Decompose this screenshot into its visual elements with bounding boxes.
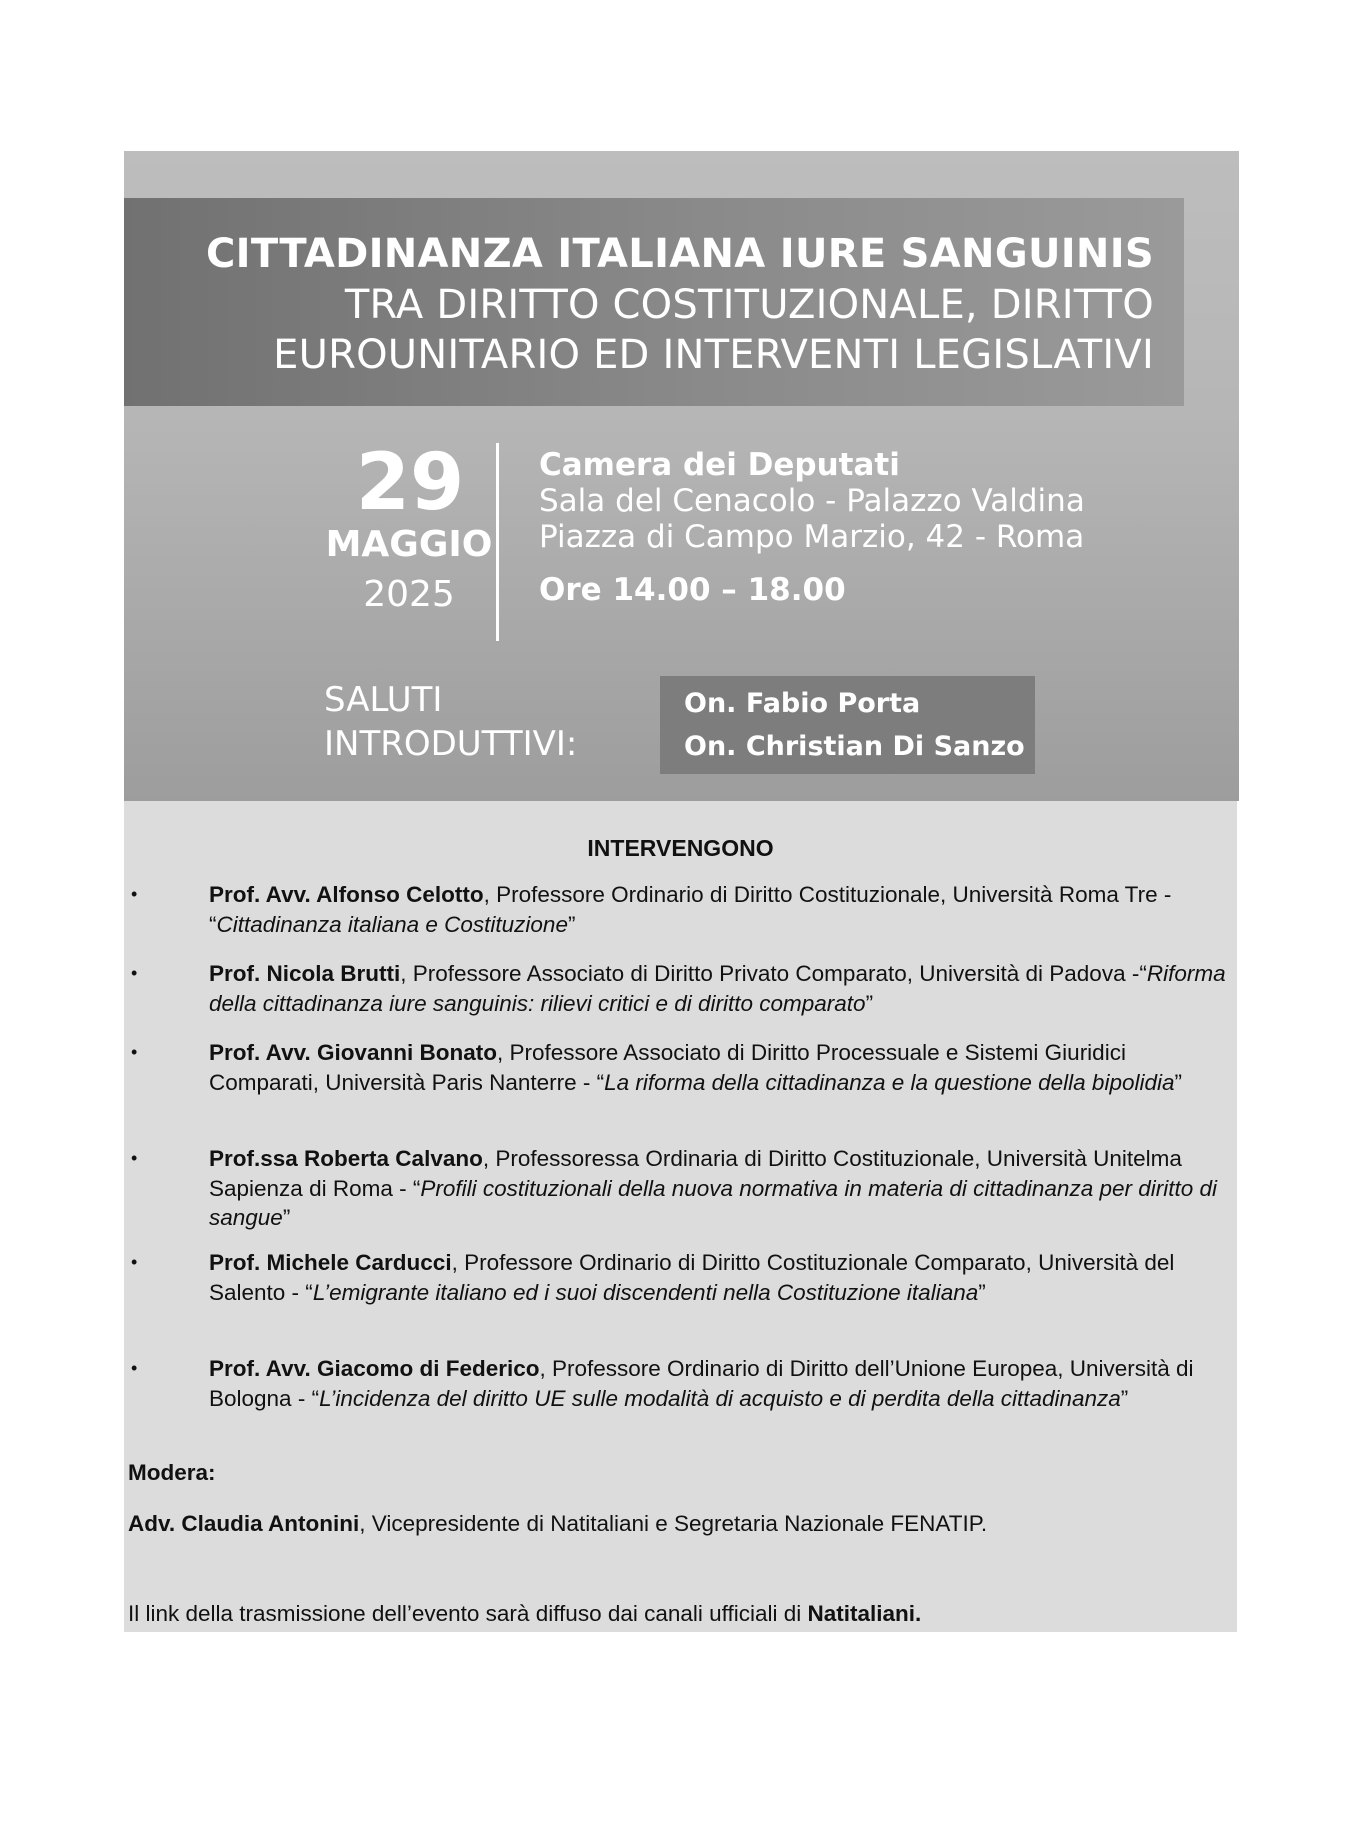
talk-title: Profili costituzionali della nuova normativa in materia di cittadinanza per diritto di sangue	[209, 1175, 1218, 1230]
list-item	[131, 959, 1229, 1018]
saluti-label	[324, 678, 577, 766]
event-date-day: 29	[355, 438, 465, 528]
talk-title: L’incidenza del diritto UE sulle modalità di acquisto e di perdita della cittadinanza	[319, 1385, 1121, 1411]
bullet-icon: •	[131, 884, 138, 904]
list-item	[131, 1038, 1229, 1097]
speaker-role: , Professore Associato di Diritto Privato Comparato, Università di Padova -“	[400, 961, 1147, 986]
speaker-role: , Professore Associato di Diritto Processuale e Sistemi Giuridici Comparati, Università Paris Nanterre - “	[209, 1040, 1126, 1095]
saluti-names-box	[660, 676, 1035, 774]
event-subtitle-line-1: TRA DIRITTO COSTITUZIONALE, DIRITTO	[344, 282, 1154, 328]
bullet-icon: •	[131, 963, 138, 983]
talk-title: Cittadinanza italiana e Costituzione	[216, 911, 568, 937]
saluti-name-1: On. Fabio Porta	[684, 688, 921, 719]
event-time: Ore 14.00 – 18.00	[539, 572, 846, 608]
list-item	[131, 1248, 1229, 1307]
talk-title: L’emigrante italiano ed i suoi discendenti nella Costituzione italiana	[312, 1279, 979, 1305]
moderator-line	[128, 1511, 987, 1537]
talk-title-close: ”	[282, 1205, 291, 1230]
streaming-note-text: Il link della trasmissione dell’evento sarà diffuso dai canali ufficiali di	[128, 1601, 808, 1626]
event-date-year: 2025	[363, 574, 455, 615]
talk-title: La riforma della cittadinanza e la questione della bipolidia	[604, 1069, 1175, 1095]
venue-address: Piazza di Campo Marzio, 42 - Roma	[539, 519, 1085, 555]
speaker-role: , Professoressa Ordinaria di Diritto Costituzionale, Università Unitelma Sapienza di Roma - “	[209, 1146, 1182, 1201]
saluti-label-line-1: SALUTI	[324, 680, 443, 720]
title-band	[124, 198, 1184, 406]
speaker-name: Prof. Michele Carducci	[209, 1250, 452, 1275]
moderator-role: , Vicepresidente di Natitaliani e Segretaria Nazionale FENATIP.	[359, 1511, 988, 1536]
list-item	[131, 880, 1229, 939]
event-banner	[124, 151, 1239, 801]
bullet-icon: •	[131, 1148, 138, 1168]
speaker-name: Prof. Avv. Giovanni Bonato	[209, 1040, 497, 1065]
talk-title-close: ”	[865, 990, 874, 1016]
saluti-name-2: On. Christian Di Sanzo	[684, 731, 1025, 762]
speaker-role: , Professore Ordinario di Diritto dell’Unione Europea, Università di Bologna - “	[209, 1356, 1194, 1411]
talk-title-close: ”	[978, 1279, 986, 1305]
venue-name: Camera dei Deputati	[539, 447, 900, 483]
list-item	[131, 1354, 1229, 1413]
bullet-icon: •	[131, 1252, 138, 1272]
list-item	[131, 1144, 1229, 1233]
speaker-name: Prof.ssa Roberta Calvano	[209, 1146, 483, 1171]
bullet-icon: •	[131, 1358, 138, 1378]
date-venue-divider	[496, 443, 499, 641]
speaker-name: Prof. Avv. Alfonso Celotto	[209, 882, 484, 907]
talk-title: Riforma della cittadinanza iure sanguinis: rilievi critici e di diritto comparato	[209, 961, 1226, 1016]
streaming-note	[128, 1601, 921, 1627]
speaker-name: Prof. Avv. Giacomo di Federico	[209, 1356, 540, 1381]
venue-block	[539, 447, 1085, 608]
talk-title-close: ”	[1174, 1069, 1182, 1095]
moderator-label: Modera:	[128, 1460, 216, 1485]
speakers-heading: INTERVENGONO	[587, 835, 774, 861]
venue-room: Sala del Cenacolo - Palazzo Valdina	[539, 483, 1085, 519]
event-date-month: MAGGIO	[325, 524, 493, 565]
talk-title-close: ”	[1120, 1385, 1129, 1411]
speaker-role: , Professore Ordinario di Diritto Costituzionale, Università Roma Tre - “	[209, 882, 1172, 937]
moderator-name: Adv. Claudia Antonini	[128, 1511, 360, 1536]
program-section	[124, 801, 1237, 1632]
event-title: CITTADINANZA ITALIANA IURE SANGUINIS	[206, 231, 1154, 277]
bullet-icon: •	[131, 1042, 138, 1062]
speaker-name: Prof. Nicola Brutti	[209, 961, 401, 986]
talk-title-close: ”	[567, 911, 576, 937]
event-subtitle-line-2: EUROUNITARIO ED INTERVENTI LEGISLATIVI	[273, 332, 1154, 378]
speaker-role: , Professore Ordinario di Diritto Costituzionale Comparato, Università del Salento - “	[209, 1250, 1175, 1305]
streaming-note-brand: Natitaliani.	[807, 1601, 922, 1626]
saluti-label-line-2: INTRODUTTIVI:	[324, 724, 578, 764]
